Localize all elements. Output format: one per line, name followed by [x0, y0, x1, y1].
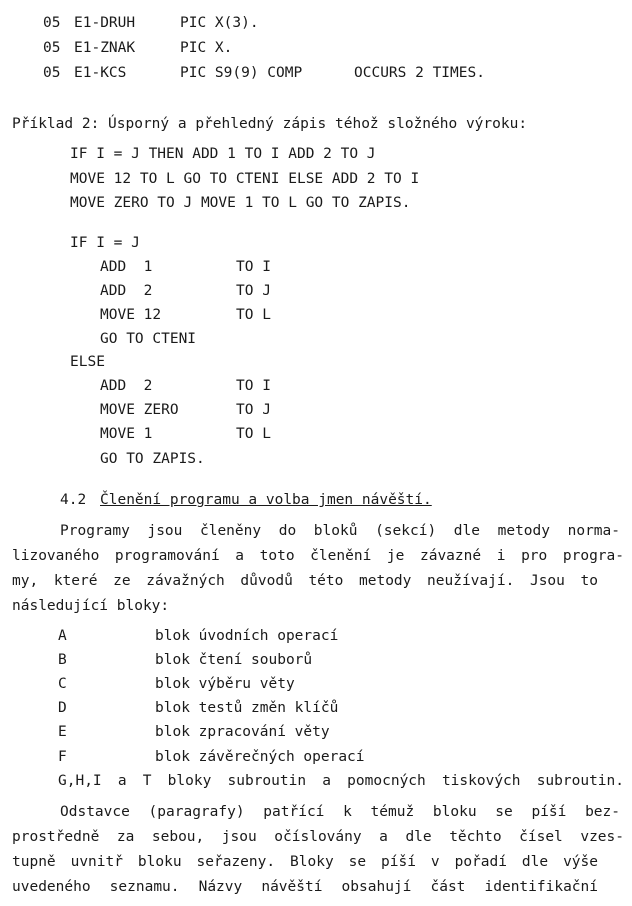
code-target: TO I: [236, 378, 271, 394]
pic-clause: PIC X(3).: [180, 15, 259, 31]
if-line: IF I = J: [70, 235, 140, 251]
example-heading: Příklad 2: Úsporný a přehledný zápis téhož složného výroku:: [12, 116, 528, 132]
level-number: 05: [43, 15, 61, 31]
block-letter: C: [58, 676, 67, 692]
block-letter: D: [58, 700, 67, 716]
code-op: ADD 2: [100, 378, 153, 394]
code-line: MOVE ZERO TO J MOVE 1 TO L GO TO ZAPIS.: [70, 195, 411, 211]
paragraph-line: uvedeného seznamu. Názvy návěští obsahují část identifikační: [12, 879, 598, 895]
paragraph-line: tupně uvnitř bloku seřazeny. Bloky se píší v pořadí dle výše: [12, 854, 598, 870]
level-number: 05: [43, 40, 61, 56]
code-op: MOVE ZERO: [100, 402, 179, 418]
block-description: blok výběru věty: [155, 676, 295, 692]
code-op: ADD 2: [100, 283, 153, 299]
code-target: TO L: [236, 426, 271, 442]
field-name: E1-KCS: [74, 65, 127, 81]
code-target: TO I: [236, 259, 271, 275]
block-description: blok úvodních operací: [155, 628, 339, 644]
code-target: TO J: [236, 283, 271, 299]
block-letter: A: [58, 628, 67, 644]
code-target: TO L: [236, 307, 271, 323]
code-target: TO J: [236, 402, 271, 418]
field-name: E1-ZNAK: [74, 40, 136, 56]
code-op: GO TO CTENI: [100, 331, 197, 347]
paragraph-line: lizovaného programování a toto členění je závazné i pro progra-: [12, 548, 624, 564]
block-letter: E: [58, 724, 67, 740]
block-description: blok čtení souborů: [155, 652, 313, 668]
paragraph-line: Programy jsou členěny do bloků (sekcí) dle metody norma-: [60, 523, 620, 539]
block-letter: B: [58, 652, 67, 668]
occurs-clause: OCCURS 2 TIMES.: [354, 65, 485, 81]
paragraph-line: následující bloky:: [12, 598, 170, 614]
level-number: 05: [43, 65, 61, 81]
block-description: blok testů změn klíčů: [155, 700, 339, 716]
section-number: 4.2: [60, 492, 87, 508]
field-name: E1-DRUH: [74, 15, 136, 31]
code-op: GO TO ZAPIS.: [100, 451, 205, 467]
paragraph-line: Odstavce (paragrafy) patřící k témuž bloku se píší bez-: [60, 804, 620, 820]
pic-clause: PIC S9(9) COMP: [180, 65, 303, 81]
code-op: MOVE 1: [100, 426, 153, 442]
code-line: IF I = J THEN ADD 1 TO I ADD 2 TO J: [70, 146, 376, 162]
block-description: blok zpracování věty: [155, 724, 330, 740]
code-op: MOVE 12: [100, 307, 162, 323]
block-letter: F: [58, 749, 67, 765]
paragraph-line: my, které ze závažných důvodů této metody neužívají. Jsou to: [12, 573, 598, 589]
else-line: ELSE: [70, 354, 105, 370]
section-title: Členění programu a volba jmen návěští.: [100, 492, 432, 508]
code-line: MOVE 12 TO L GO TO CTENI ELSE ADD 2 TO I: [70, 171, 420, 187]
pic-clause: PIC X.: [180, 40, 233, 56]
block-description: blok závěrečných operací: [155, 749, 365, 765]
paragraph-line: prostředně za sebou, jsou očíslovány a dle těchto čísel vzes-: [12, 829, 624, 845]
blocks-extra: G,H,I a T bloky subroutin a pomocných tiskových subroutin.: [58, 773, 624, 789]
code-op: ADD 1: [100, 259, 153, 275]
